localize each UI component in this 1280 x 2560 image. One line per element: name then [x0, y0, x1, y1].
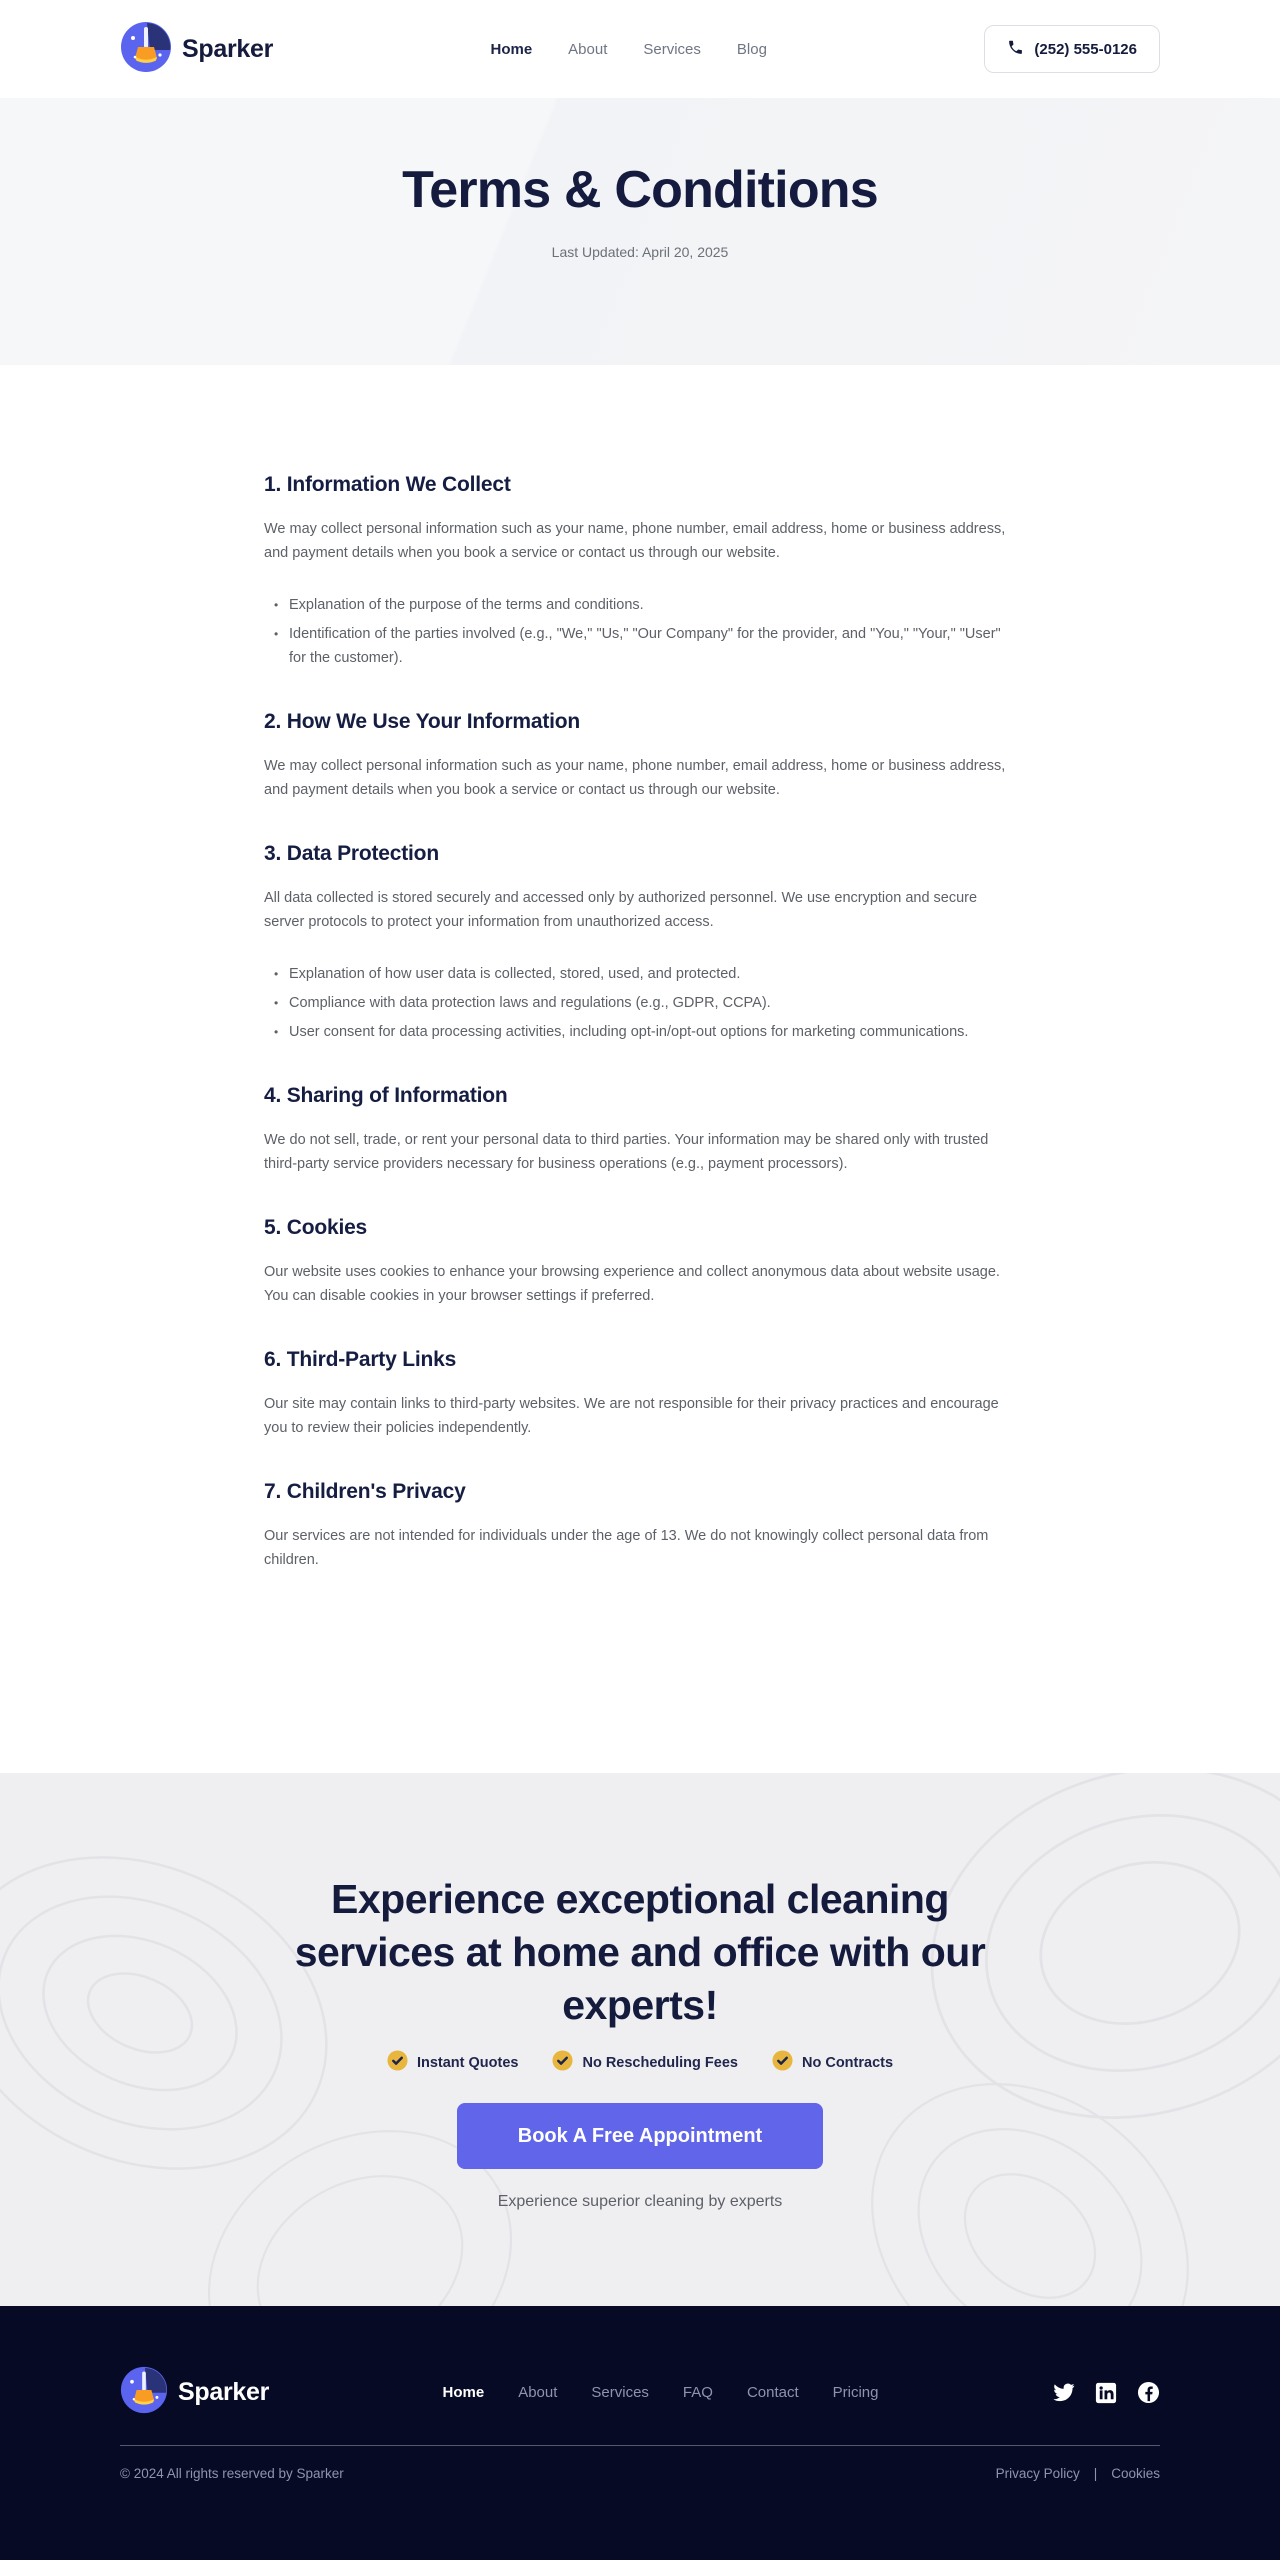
book-appointment-button[interactable]: Book A Free Appointment — [457, 2103, 823, 2169]
feature-label: No Contracts — [801, 2054, 894, 2071]
cta-heading-line: Experience exceptional cleaning — [331, 1876, 949, 1922]
feature-badge — [387, 2050, 519, 2075]
footer-nav-services[interactable]: Services — [591, 2384, 649, 2401]
section-paragraph: All data collected is stored securely and accessed only by authorized personnel. We use encryption and secure server protocols to protect your information from unauthorized access. — [264, 890, 978, 930]
section-paragraph: We may collect personal information such as your name, phone number, email address, home or business address, and payment details when you book a service or contact us through our website. — [264, 521, 1006, 561]
header-nav-services[interactable]: Services — [643, 40, 701, 58]
header-nav-about[interactable]: About — [568, 40, 608, 58]
section-bullets — [264, 962, 1016, 1044]
cta-features — [0, 2050, 1280, 2075]
section-paragraphs — [264, 1524, 1016, 1572]
section-heading: 4. Sharing of Information — [264, 1084, 508, 1107]
check-icon — [772, 2050, 793, 2075]
section-paragraph: Our site may contain links to third-party websites. We are not responsible for their privacy practices and encourage you to review their policies independently. — [264, 1396, 999, 1436]
section-paragraph: Our website uses cookies to enhance your browsing experience and collect anonymous data about website usage. You can disable cookies in your browser settings if preferred. — [264, 1264, 1000, 1304]
topo-pattern — [840, 2046, 1220, 2306]
facebook-icon[interactable] — [1137, 2381, 1160, 2404]
section-paragraphs — [264, 754, 1016, 802]
site-header — [0, 0, 1280, 98]
footer-brand-name: Sparker — [178, 2378, 270, 2406]
bullet-text: Identification of the parties involved (e.g., "We," "Us," "Our Company" for the provider, and "You," "Your," "User" for the customer). — [289, 626, 1001, 666]
bullet-item — [274, 622, 1016, 670]
twitter-icon[interactable] — [1052, 2381, 1075, 2404]
cta-heading — [0, 1873, 1280, 2032]
feature-label: No Rescheduling Fees — [582, 2054, 738, 2071]
footer-nav-home[interactable]: Home — [442, 2384, 485, 2401]
footer-nav-pricing[interactable]: Pricing — [832, 2384, 879, 2401]
section-heading: 6. Third-Party Links — [264, 1348, 457, 1371]
bullet-item — [274, 593, 1016, 617]
sparker-logo-icon — [120, 21, 172, 78]
cta-heading-line: experts! — [562, 1982, 718, 2028]
footer-top — [120, 2366, 1160, 2419]
terms-section — [264, 1480, 1016, 1572]
section-heading: 1. Information We Collect — [264, 473, 511, 496]
legal-link-privacy-policy[interactable]: Privacy Policy — [995, 2466, 1080, 2481]
section-bullets — [264, 593, 1016, 670]
section-heading: 3. Data Protection — [264, 842, 439, 865]
bullet-text: Explanation of how user data is collected, stored, used, and protected. — [289, 966, 741, 982]
footer-nav-faq[interactable]: FAQ — [682, 2384, 713, 2401]
phone-number: (252) 555-0126 — [1034, 40, 1137, 58]
brand-name: Sparker — [182, 34, 274, 63]
legal-separator: | — [1093, 2466, 1098, 2481]
bullet-item — [274, 962, 1016, 986]
main-content — [0, 365, 1280, 1773]
section-paragraph: We may collect personal information such as your name, phone number, email address, home or business address, and payment details when you book a service or contact us through our website. — [264, 758, 1006, 798]
feature-label: Instant Quotes — [416, 2054, 519, 2071]
feature-badge — [552, 2050, 738, 2075]
bullet-text: Explanation of the purpose of the terms and conditions. — [289, 597, 644, 613]
brand-logo[interactable] — [120, 21, 273, 78]
cta-heading-line: services at home and office with our — [294, 1929, 986, 1975]
site-footer — [0, 2306, 1280, 2560]
terms-sections — [264, 473, 1016, 1572]
feature-badge — [772, 2050, 893, 2075]
sparker-logo-icon — [120, 2366, 168, 2419]
terms-section — [264, 1348, 1016, 1440]
section-heading: 7. Children's Privacy — [264, 1480, 466, 1503]
phone-button[interactable] — [984, 25, 1160, 73]
bullet-item — [274, 991, 1016, 1015]
section-paragraphs — [264, 886, 1016, 934]
cta-section — [0, 1773, 1280, 2306]
phone-icon — [1007, 39, 1024, 60]
section-paragraphs — [264, 1260, 1016, 1308]
footer-bottom — [120, 2466, 1160, 2481]
bullet-item — [274, 1020, 1016, 1044]
hero-section — [0, 98, 1280, 365]
cta-subtext: Experience superior cleaning by experts — [497, 2193, 783, 2210]
footer-divider — [120, 2445, 1160, 2446]
linkedin-icon[interactable] — [1095, 2382, 1117, 2404]
terms-section — [264, 1084, 1016, 1176]
header-nav-blog[interactable]: Blog — [736, 40, 767, 58]
header-nav-home[interactable]: Home — [490, 40, 533, 58]
header-nav — [490, 41, 766, 58]
section-heading: 5. Cookies — [264, 1216, 368, 1239]
terms-section — [264, 710, 1016, 802]
section-paragraphs — [264, 1392, 1016, 1440]
footer-nav-about[interactable]: About — [518, 2384, 558, 2401]
terms-section — [264, 473, 1016, 670]
footer-nav — [443, 2384, 879, 2401]
check-icon — [552, 2050, 573, 2075]
footer-brand-logo[interactable] — [120, 2366, 269, 2419]
section-paragraph: We do not sell, trade, or rent your personal data to third parties. Your information may be shared only with trusted third-party service providers necessary for business operations (e.g., payment processors). — [264, 1132, 989, 1172]
page-title: Terms & Conditions — [402, 161, 878, 219]
copyright: © 2024 All rights reserved by Sparker — [120, 2466, 344, 2481]
legal-link-cookies[interactable]: Cookies — [1111, 2466, 1160, 2481]
section-heading: 2. How We Use Your Information — [264, 710, 581, 733]
terms-section — [264, 1216, 1016, 1308]
terms-section — [264, 842, 1016, 1044]
check-icon — [387, 2050, 408, 2075]
footer-nav-contact[interactable]: Contact — [746, 2384, 799, 2401]
last-updated: Last Updated: April 20, 2025 — [551, 244, 729, 260]
section-paragraphs — [264, 1128, 1016, 1176]
social-links — [1052, 2381, 1160, 2404]
section-paragraph: Our services are not intended for individuals under the age of 13. We do not knowingly collect personal data from children. — [264, 1528, 989, 1568]
legal-links — [996, 2466, 1160, 2481]
bullet-text: Compliance with data protection laws and regulations (e.g., GDPR, CCPA). — [289, 995, 771, 1011]
bullet-text: User consent for data processing activities, including opt-in/opt-out options for marketing communications. — [289, 1024, 969, 1040]
section-paragraphs — [264, 517, 1016, 565]
